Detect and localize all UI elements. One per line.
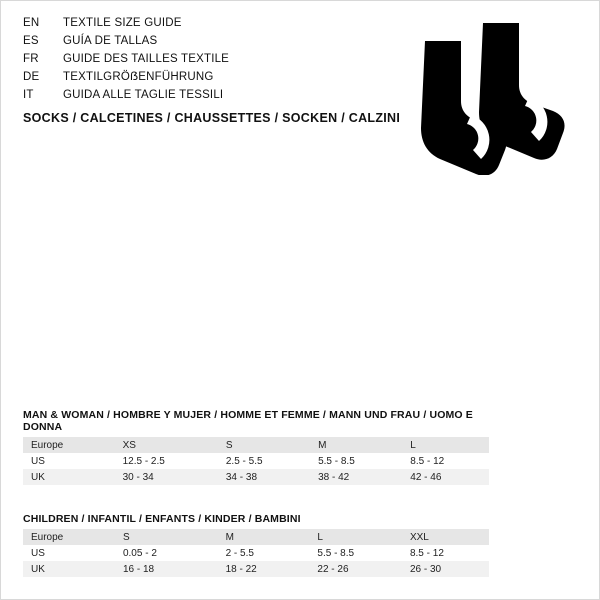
language-row xyxy=(23,71,403,89)
table-cell: 8.5 - 12 xyxy=(402,453,489,469)
language-row xyxy=(23,35,403,53)
children-size-table-block xyxy=(23,513,489,577)
language-text: GUIDE DES TAILLES TEXTILE xyxy=(63,53,230,65)
table-cell: US xyxy=(23,545,115,561)
language-code: EN xyxy=(23,17,40,29)
children-size-table xyxy=(23,529,489,577)
language-text: GUIDA ALLE TAGLIE TESSILI xyxy=(63,89,224,101)
language-code: DE xyxy=(23,71,40,83)
table-cell: US xyxy=(23,453,115,469)
table-cell: UK xyxy=(23,561,115,577)
table-cell: 8.5 - 12 xyxy=(402,545,489,561)
table-cell: 2.5 - 5.5 xyxy=(218,453,310,469)
table-cell: 34 - 38 xyxy=(218,469,310,485)
language-row xyxy=(23,89,403,107)
table-cell: M xyxy=(310,437,402,453)
table-row xyxy=(23,453,489,469)
table-cell: Europe xyxy=(23,437,115,453)
language-text: TEXTILGRÖẞENFÜHRUNG xyxy=(63,71,214,83)
table-cell: 22 - 26 xyxy=(309,561,402,577)
table-row xyxy=(23,469,489,485)
socks-pair-icon xyxy=(401,15,581,175)
table-cell: 5.5 - 8.5 xyxy=(310,453,402,469)
adult-size-table xyxy=(23,437,489,485)
language-code: ES xyxy=(23,35,39,47)
table-cell: M xyxy=(218,529,310,545)
language-text: GUÍA DE TALLAS xyxy=(63,35,158,47)
language-text: TEXTILE SIZE GUIDE xyxy=(63,17,182,29)
table-cell: 0.05 - 2 xyxy=(115,545,218,561)
language-row xyxy=(23,53,403,71)
table-cell: 18 - 22 xyxy=(218,561,310,577)
table-cell: 12.5 - 2.5 xyxy=(115,453,218,469)
table-cell: 16 - 18 xyxy=(115,561,218,577)
language-code: FR xyxy=(23,53,39,65)
table-row xyxy=(23,561,489,577)
product-title: SOCKS / CALCETINES / CHAUSSETTES / SOCKEN / CALZINI xyxy=(23,111,401,125)
table-cell: L xyxy=(402,437,489,453)
table-cell: 26 - 30 xyxy=(402,561,489,577)
table-cell: 42 - 46 xyxy=(402,469,489,485)
language-list xyxy=(23,17,403,107)
table-row xyxy=(23,545,489,561)
table-row xyxy=(23,437,489,453)
children-table-caption: CHILDREN / INFANTIL / ENFANTS / KINDER / BAMBINI xyxy=(23,513,301,525)
table-cell: S xyxy=(115,529,218,545)
table-cell: UK xyxy=(23,469,115,485)
table-cell: 30 - 34 xyxy=(115,469,218,485)
table-cell: Europe xyxy=(23,529,115,545)
table-cell: S xyxy=(218,437,310,453)
table-cell: XS xyxy=(115,437,218,453)
adult-size-table-block xyxy=(23,409,489,485)
language-code: IT xyxy=(23,89,34,101)
table-cell: XXL xyxy=(402,529,489,545)
table-cell: 38 - 42 xyxy=(310,469,402,485)
table-cell: 2 - 5.5 xyxy=(218,545,310,561)
table-row xyxy=(23,529,489,545)
table-cell: 5.5 - 8.5 xyxy=(309,545,402,561)
adult-table-caption: MAN & WOMAN / HOMBRE Y MUJER / HOMME ET FEMME / MANN UND FRAU / UOMO E DONNA xyxy=(23,409,473,433)
table-cell: L xyxy=(309,529,402,545)
language-row xyxy=(23,17,403,35)
